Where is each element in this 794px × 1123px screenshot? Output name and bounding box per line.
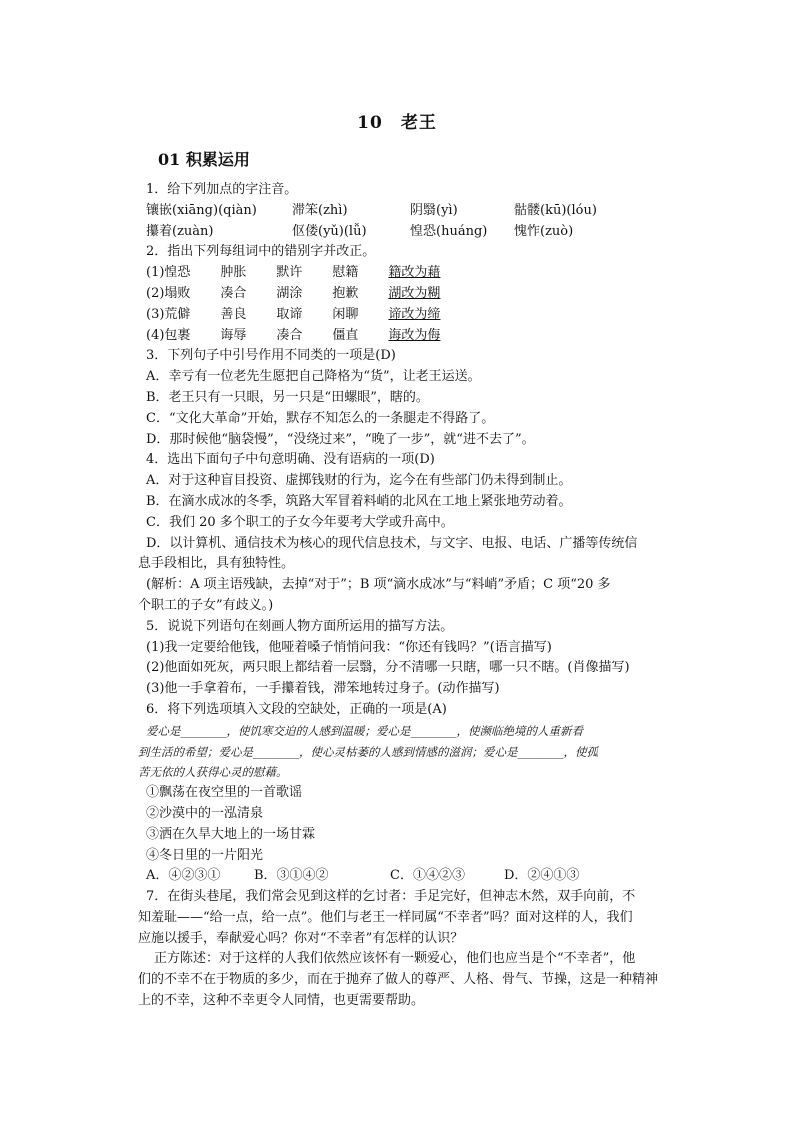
q1-item: 愧怍(zuò) — [514, 223, 574, 239]
q3-stem: 3．下列句子中引号作用不同类的一项是(D) — [146, 348, 396, 364]
q7-stem-cont: 应施以援手，奉献爱心吗？你对“不幸者”有怎样的认识？ — [138, 930, 464, 946]
q4-stem: 4．选出下面句子中句意明确、没有语病的一项(D) — [146, 452, 435, 468]
q1-item: 惶恐(huáng) — [410, 223, 488, 239]
q6-item: ②沙漠中的一泓清泉 — [146, 805, 264, 821]
q2-word: 闲聊 — [332, 306, 359, 322]
q2-group-no: (3) — [146, 306, 165, 322]
q6-choices — [146, 866, 676, 887]
q2-word: 凑合 — [220, 285, 247, 301]
q2-word: 取谛 — [276, 306, 303, 322]
section-heading: 01 积累运用 — [158, 150, 250, 169]
q1-item: 骷髅(kū)(lóu) — [514, 202, 597, 218]
q2-group-no: (1) — [146, 265, 165, 281]
q2-word: 塌败 — [164, 285, 191, 301]
q1-stem: 1．给下列加点的字注音。 — [146, 182, 298, 197]
q6-choice: D．②④①③ — [504, 868, 580, 884]
q4-option: B．在滴水成冰的冬季，筑路大军冒着料峭的北风在工地上紧张地劳动着。 — [146, 493, 572, 509]
q7-answer-cont: 上的不幸，这种不幸更令人同情，也更需要帮助。 — [138, 993, 425, 1009]
q3-option: C．“文化大革命”开始，默存不知怎么的一条腿走不得路了。 — [146, 410, 495, 426]
q2-word: 慰籍 — [332, 265, 359, 281]
q2-word: 荒僻 — [164, 306, 191, 322]
q2-word: 善良 — [220, 306, 247, 322]
q2-stem: 2．指出下列每组词中的错别字并改正。 — [146, 244, 376, 260]
q6-item: ③洒在久旱大地上的一场甘霖 — [146, 826, 316, 842]
page-title: 10 老王 — [357, 113, 437, 133]
q1-item: 滞笨(zhì) — [292, 202, 348, 218]
q2-word: 惶恐 — [164, 265, 191, 281]
q6-item: ①飘荡在夜空里的一首歌谣 — [146, 785, 303, 801]
q2-group — [146, 305, 676, 326]
q2-correction: 诲改为侮 — [388, 327, 441, 343]
q2-group-no: (2) — [146, 285, 165, 301]
content-body — [138, 180, 676, 1012]
q1-item: 镶嵌(xiāng)(qiàn) — [146, 202, 257, 218]
q4-option-d: D．以计算机、通信技术为核心的现代信息技术，与文字、电报、电话、广播等传统信 — [146, 535, 638, 551]
q5-item: (1)我一定要给他钱，他哑着嗓子悄悄问我：“你还有钱吗？”(语言描写) — [146, 639, 552, 655]
q2-group — [146, 326, 676, 347]
q4-option: C．我们 20 多个职工的子女今年要考大学或升高中。 — [146, 514, 454, 530]
q1-item: 阴翳(yì) — [410, 202, 458, 218]
q2-word: 抱歉 — [332, 285, 359, 301]
q3-option: A．幸亏有一位老先生愿把自己降格为“货”，让老王运送。 — [146, 369, 481, 385]
q6-item: ④冬日里的一片阳光 — [146, 847, 264, 863]
q6-passage: 爱心是________，使饥寒交迫的人感到温暖；爱心是________，使濒临绝境的人重新看 — [146, 723, 583, 738]
q2-group — [146, 263, 676, 284]
q2-word: 包裹 — [164, 327, 191, 343]
q2-correction: 籍改为藉 — [388, 265, 441, 281]
q6-passage: 苦无依的人获得心灵的慰藉。 — [138, 765, 288, 780]
q2-word: 肿胀 — [220, 265, 247, 281]
q7-answer-cont: 们的不幸不在于物质的多少，而在于抛弃了做人的尊严、人格、骨气、节操，这是一种精神 — [138, 972, 659, 988]
q5-stem: 5．说说下列语句在刻画人物方面所运用的描写方法。 — [146, 618, 454, 634]
q7-answer: 正方陈述：对于这样的人我们依然应该怀有一颗爱心，他们也应当是个“不幸者”，他 — [154, 951, 636, 967]
q1-item: 伛偻(yǔ)(lǚ) — [292, 223, 367, 239]
q2-word: 凑合 — [276, 327, 303, 343]
q2-word: 僵直 — [332, 327, 359, 343]
q6-choice: A．④②③① — [146, 868, 221, 884]
q5-item: (2)他面如死灰，两只眼上都结着一层翳，分不清哪一只瞎，哪一只不瞎。(肖像描写) — [146, 660, 630, 676]
q4-analysis-cont: 个职工的子女”有歧义。) — [138, 597, 274, 613]
q6-choice: C．①④②③ — [390, 868, 465, 884]
q1-item: 攥着(zuàn) — [146, 223, 214, 239]
q7-stem-cont: 知羞耻——“给一点，给一点”。他们与老王一样同属“不幸者”吗？面对这样的人，我们 — [138, 909, 633, 925]
q4-analysis: (解析：A 项主语残缺，去掉“对于”；B 项“滴水成冰”与“料峭”矛盾；C 项“20 多 — [146, 577, 611, 593]
q6-choice: B．③①④② — [254, 868, 329, 884]
q2-word: 默许 — [276, 265, 303, 281]
q1-row-1 — [146, 201, 676, 222]
q1-row-2 — [146, 222, 676, 243]
q6-stem: 6．将下列选项填入文段的空缺处，正确的一项是(A) — [146, 701, 447, 717]
q2-correction: 湖改为糊 — [388, 285, 441, 301]
q2-correction: 谛改为缔 — [388, 306, 441, 322]
q3-option: B．老王只有一只眼，另一只是“田螺眼”，瞎的。 — [146, 389, 429, 405]
q6-passage: 到生活的希望；爱心是________，使心灵枯萎的人感到情感的滋润；爱心是________，使孤 — [138, 744, 598, 759]
q2-word: 诲辱 — [220, 327, 247, 343]
q5-item: (3)他一手拿着布，一手攥着钱，滞笨地转过身子。(动作描写) — [146, 681, 500, 697]
q2-word: 湖涂 — [276, 285, 303, 301]
q7-stem: 7．在街头巷尾，我们常会见到这样的乞讨者：手足完好，但神志木然，双手向前，不 — [146, 889, 636, 905]
q2-group — [146, 284, 676, 305]
q4-option-d-cont: 息手段相比，具有独特性。 — [138, 556, 295, 572]
q2-group-no: (4) — [146, 327, 165, 343]
q3-option: D．那时候他“脑袋慢”，“没绕过来”，“晚了一步”，就“进不去了”。 — [146, 431, 535, 447]
q4-option: A．对于这种盲目投资、虚掷钱财的行为，迄今在有些部门仍未得到制止。 — [146, 473, 572, 489]
